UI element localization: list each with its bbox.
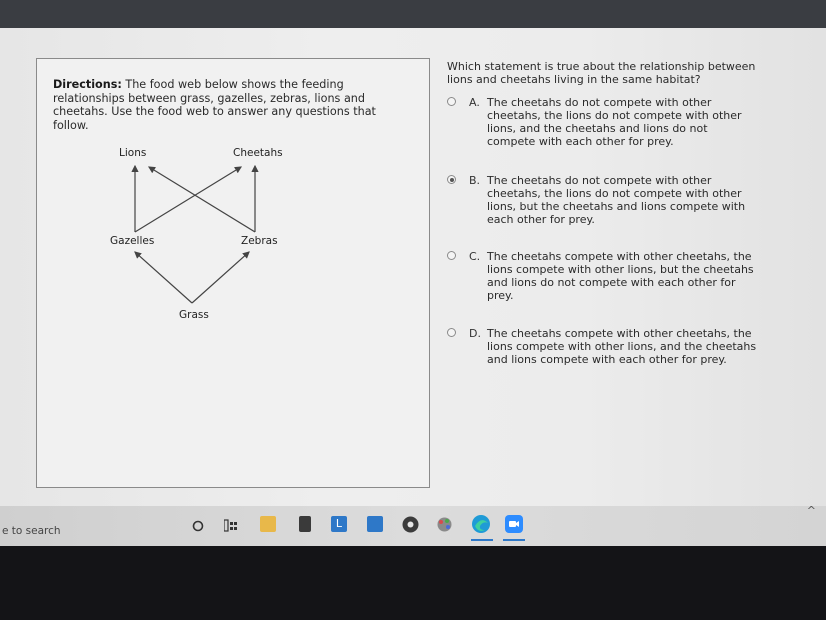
node-cheetahs: Cheetahs bbox=[233, 147, 283, 159]
node-gazelles: Gazelles bbox=[110, 235, 155, 247]
radio-d[interactable] bbox=[447, 328, 456, 337]
radio-a[interactable] bbox=[447, 97, 456, 106]
task-view-icon[interactable] bbox=[224, 519, 238, 532]
option-letter: B. bbox=[469, 174, 481, 187]
arrow-grass-to-zebras bbox=[192, 252, 249, 303]
music-icon[interactable] bbox=[402, 516, 419, 533]
arrow-grass-to-gazelles bbox=[135, 252, 192, 303]
directions-label: Directions: bbox=[53, 78, 122, 91]
mail-icon[interactable] bbox=[367, 516, 383, 532]
top-bar bbox=[0, 0, 826, 28]
arrow-zebras-to-lions bbox=[149, 167, 255, 232]
quiz-screen bbox=[0, 28, 826, 506]
monitor-bezel bbox=[0, 546, 826, 620]
paint-icon[interactable] bbox=[436, 516, 453, 533]
taskbar-search[interactable]: e to search bbox=[2, 525, 61, 537]
directions-body: The food web below shows the feeding relationships between grass, gazelles, zebras, lions and cheetahs. Use the food web to answer any questions that follow. bbox=[53, 78, 376, 132]
question-text: Which statement is true about the relationship between lions and cheetahs living in the same habitat? bbox=[447, 60, 756, 86]
food-web-diagram bbox=[37, 59, 429, 487]
radio-c[interactable] bbox=[447, 251, 456, 260]
option-letter: D. bbox=[469, 327, 481, 340]
radio-b[interactable] bbox=[447, 175, 456, 184]
option-b[interactable] bbox=[447, 174, 777, 230]
node-grass: Grass bbox=[179, 309, 209, 321]
option-text: The cheetahs do not compete with other cheetahs, the lions do not compete with other lions, and the cheetahs and lions do not compete with each other for prey. bbox=[487, 96, 742, 148]
directions-panel bbox=[36, 58, 430, 488]
node-zebras: Zebras bbox=[241, 235, 278, 247]
option-letter: C. bbox=[469, 250, 481, 263]
option-text: The cheetahs compete with other cheetahs, the lions compete with other lions, but the cheetahs and lions do not compete with each other for prey. bbox=[487, 250, 754, 302]
zoom-icon[interactable] bbox=[505, 515, 523, 533]
store-icon[interactable] bbox=[299, 516, 311, 532]
cortana-icon[interactable] bbox=[192, 520, 204, 532]
arrow-gazelles-to-cheetahs bbox=[135, 167, 241, 232]
windows-taskbar bbox=[0, 506, 826, 546]
chevron-up-icon[interactable]: ^ bbox=[806, 504, 816, 517]
option-a[interactable] bbox=[447, 96, 777, 152]
edge-icon[interactable] bbox=[471, 514, 491, 534]
option-d[interactable] bbox=[447, 327, 777, 383]
option-text: The cheetahs do not compete with other cheetahs, the lions do not compete with other lions, but the cheetahs and lions compete with each other for prey. bbox=[487, 174, 746, 226]
node-lions: Lions bbox=[119, 147, 147, 159]
option-c[interactable] bbox=[447, 250, 777, 306]
app-l-icon[interactable]: L bbox=[331, 516, 347, 532]
zoom-active-indicator bbox=[503, 539, 525, 541]
option-text: The cheetahs compete with other cheetahs, the lions compete with other lions, and the cheetahs and lions compete with each other for prey. bbox=[487, 327, 757, 366]
file-explorer-icon[interactable] bbox=[260, 516, 276, 532]
option-letter: A. bbox=[469, 96, 480, 109]
edge-active-indicator bbox=[471, 539, 493, 541]
